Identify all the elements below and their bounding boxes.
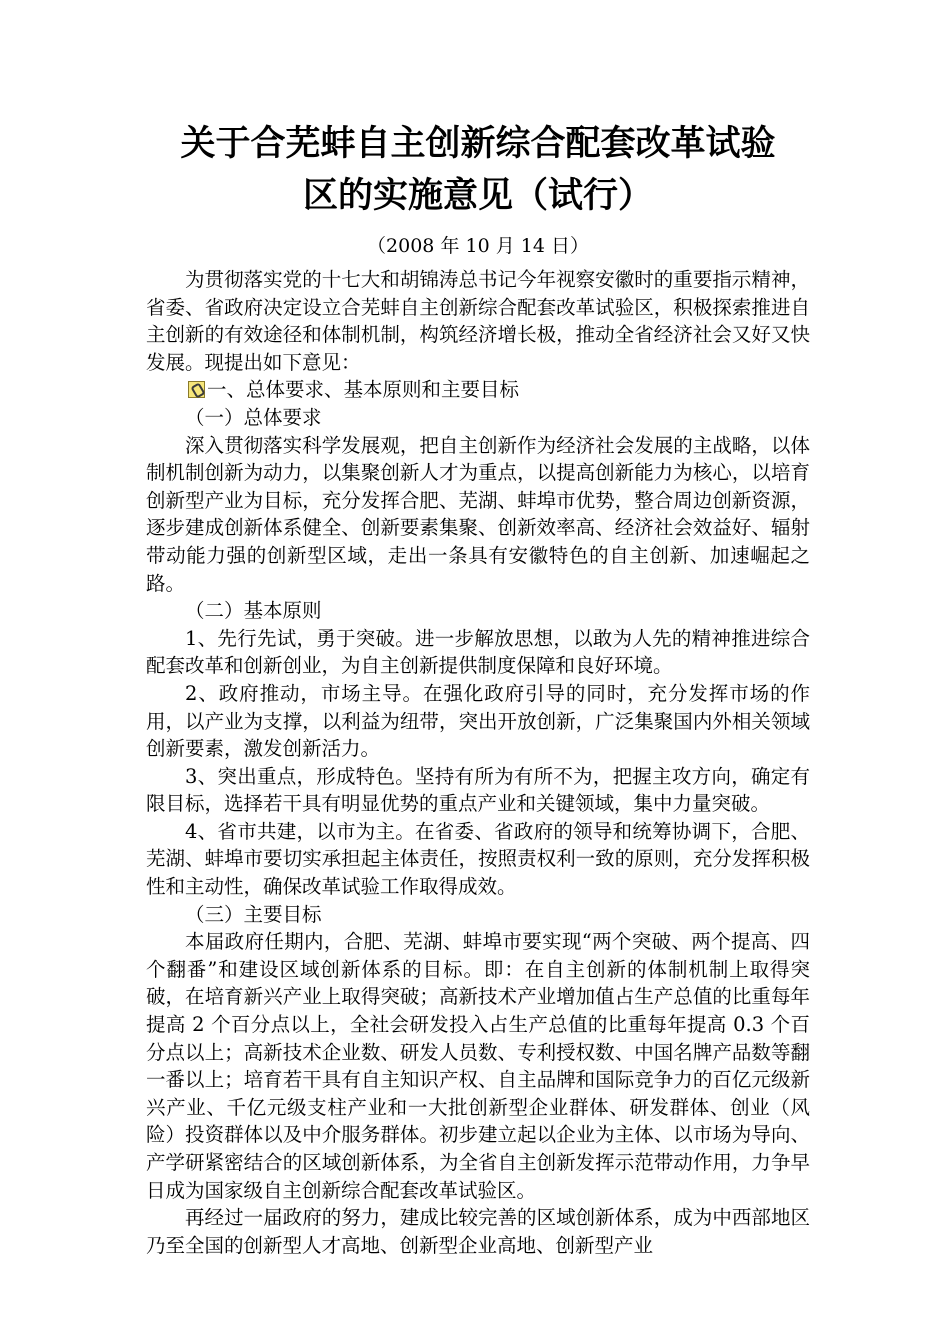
further-goals-paragraph: 再经过一届政府的努力，建成比较完善的区域创新体系，成为中西部地区乃至全国的创新型人才高地、创新型企业高地、创新型产业 bbox=[146, 1206, 810, 1257]
title-line-1: 关于合芜蚌自主创新综合配套改革试验 bbox=[180, 123, 776, 164]
principle-1-paragraph: 1、先行先试，勇于突破。进一步解放思想，以敢为人先的精神推进综合配套改革和创新创业，为自主创新提供制度保障和良好环境。 bbox=[146, 626, 810, 678]
document-title bbox=[146, 118, 810, 222]
document-date: （2008 年 10 月 14 日） bbox=[367, 235, 589, 257]
section-heading-1 bbox=[146, 376, 810, 404]
principle-3-paragraph: 3、突出重点，形成特色。坚持有所为有所不为，把握主攻方向，确定有限目标，选择若干具有明显优势的重点产业和关键领域，集中力量突破。 bbox=[146, 764, 810, 816]
document-map-icon[interactable] bbox=[188, 381, 205, 398]
principle-2-paragraph: 2、政府推动，市场主导。在强化政府引导的同时，充分发挥市场的作用，以产业为支撑，以利益为纽带，突出开放创新，广泛集聚国内外相关领域创新要素，激发创新活力。 bbox=[146, 681, 810, 761]
overall-requirements-paragraph: 深入贯彻落实科学发展观，把自主创新作为经济社会发展的主战略，以体制机制创新为动力，以集聚创新人才为重点，以提高创新能力为核心，以培育创新型产业为目标，充分发挥合肥、芜湖、蚌埠市优势，整合周边创新资源，逐步建成创新体系健全、创新要素集聚、创新效率高、经济社会效益好、辐射带动能力强的创新型区域，走出一条具有安徽特色的自主创新、加速崛起之路。 bbox=[146, 433, 810, 595]
principle-4-paragraph: 4、省市共建，以市为主。在省委、省政府的领导和统筹协调下，合肥、芜湖、蚌埠市要切实承担起主体责任，按照责权利一致的原则，充分发挥积极性和主动性，确保改革试验工作取得成效。 bbox=[146, 819, 810, 899]
section-heading-1-text: 一、总体要求、基本原则和主要目标 bbox=[207, 378, 520, 402]
document-body bbox=[146, 266, 810, 1259]
main-goals-paragraph: 本届政府任期内，合肥、芜湖、蚌埠市要实现“两个突破、两个提高、四个翻番”和建设区域创新体系的目标。即：在自主创新的体制机制上取得突破，在培育新兴产业上取得突破；高新技术产业增加值占生产总值的比重每年提高 2 个百分点以上，全社会研发投入占生产总值的比重每年提高 0.3 个百分点以上；高新技术企业数、研发人员数、专利授权数、中国名牌产品数等翻一番以上；培育若干具有自主知识产权、自主品牌和国际竞争力的百亿元级新兴产业、千亿元级支柱产业和一大批创新型企业群体、研发群体、创业（风险）投资群体以及中介服务群体。初步建立起以企业为主体、以市场为导向、产学研紧密结合的区域创新体系，为全省自主创新发挥示范带动作用，力争早日成为国家级自主创新综合配套改革试验区。 bbox=[146, 930, 810, 1202]
subsection-heading-2: （二）基本原则 bbox=[185, 599, 322, 623]
title-line-2: 区的实施意见（试行） bbox=[302, 175, 653, 216]
subsection-heading-1: （一）总体要求 bbox=[185, 405, 322, 429]
intro-paragraph: 为贯彻落实党的十七大和胡锦涛总书记今年视察安徽时的重要指示精神，省委、省政府决定设立合芜蚌自主创新综合配套改革试验区，积极探索推进自主创新的有效途径和体制机制，构筑经济增长极，推动全省经济社会又好又快发展。现提出如下意见： bbox=[146, 268, 810, 374]
document-page bbox=[146, 118, 810, 1259]
subsection-heading-3: （三）主要目标 bbox=[185, 902, 322, 926]
